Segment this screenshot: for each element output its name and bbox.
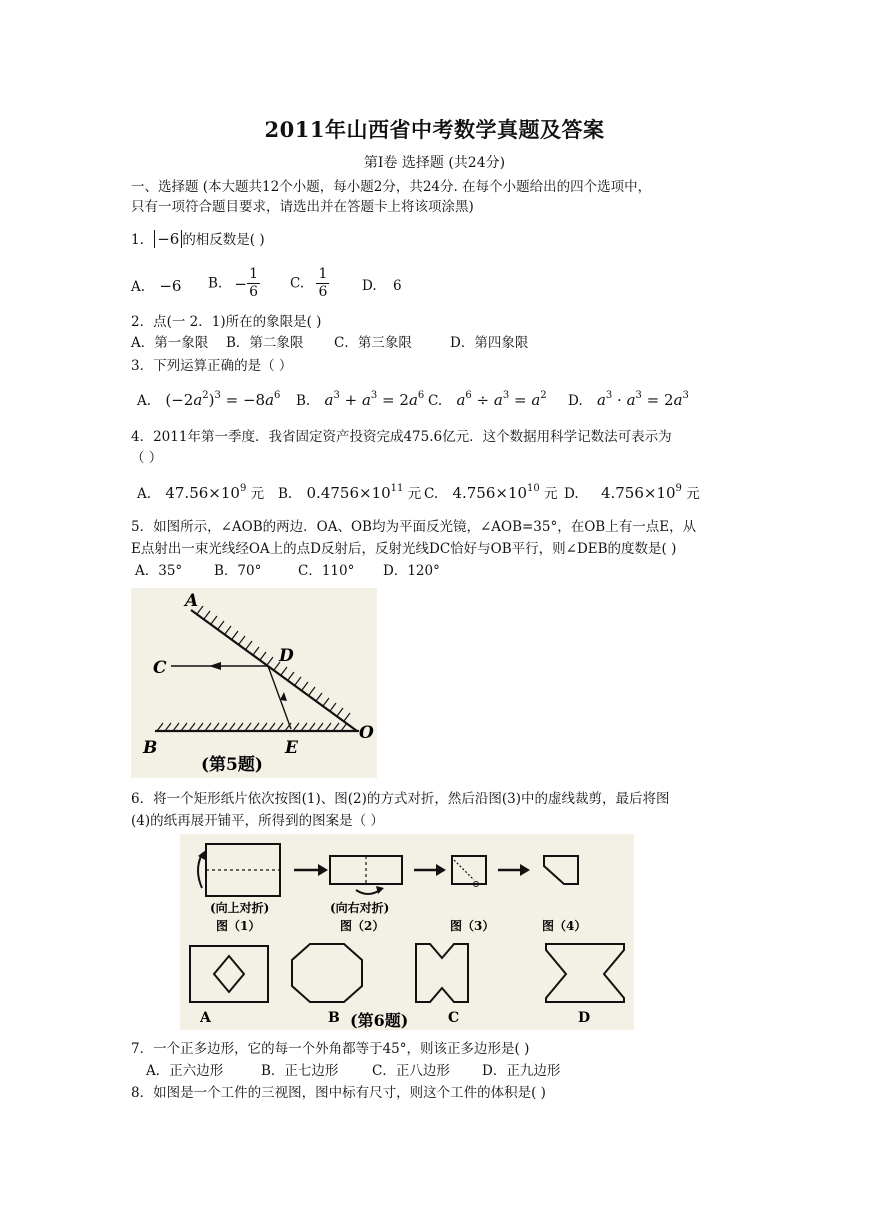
q6-folding-figure [180,834,634,1030]
q4-option-b-exponent: 11 [390,483,404,494]
question-5-line2: E点射出一束光线经OA上的点D反射后，反射光线DC恰好与OB平行，则∠DEB的度数是( ) [131,541,677,557]
q4-option-d-mantissa: 4.756×10 [600,484,676,502]
q4-option-c-exponent: 10 [527,483,540,494]
q4-option-c-label: C. [424,486,439,502]
fig2-label: 图（2） [340,919,385,933]
q3-option-a-label: A. [137,393,152,409]
q5-figure-background [131,588,377,778]
question-7: 7．一个正多边形，它的每一个外角都等于45°，则该正多边形是( ) [131,1041,530,1057]
q3-option-a: A. $(-2a^2)^3 = -8a^6$ [137,390,281,409]
q5-option-c: C．110° [298,563,355,579]
q1-option-a-label: A. [131,279,146,295]
question-5-line1: 5．如图所示，∠AOB的两边．OA、OB均为平面反光镜，∠AOB=35°，在OB上有一点E，从 [131,519,697,535]
q5-mirror-figure [131,588,377,778]
q4-option-c [424,484,558,503]
q1-option-b-numerator: 1 [249,266,259,282]
question-1-abs-value: −6 [154,230,182,248]
section-instructions-line2: 只有一项符合题目要求，请选出并在答题卡上将该项涂黑) [131,199,474,215]
q6-figure-caption: (第6题) [350,1011,409,1030]
q7-option-c: C．正八边形 [372,1063,450,1079]
question-6-line2: (4)的纸再展开铺平，所得到的图案是（ ） [131,813,384,829]
q4-option-d [564,484,700,503]
q4-option-d-label: D. [564,486,579,502]
q5-figure-caption: (第5题) [201,755,263,775]
q1-option-b [208,266,260,301]
q1-option-c-denominator: 6 [318,284,328,300]
section-instructions-line1: 一、选择题 (本大题共12个小题，每小题2分，共24分. 在每个小题给出的四个选项中， [131,179,652,195]
q1-option-c-label: C. [290,275,305,292]
page-title: 2011年山西省中考数学真题及答案 [264,117,605,142]
q1-option-d [362,277,402,295]
q1-option-a [131,277,181,296]
q5-option-d: D．120° [383,563,440,579]
q7-option-d: D．正九边形 [482,1063,561,1079]
fold-right-label: (向右对折) [330,901,390,915]
label-a: A [185,591,199,611]
q4-option-b-mantissa: 0.4756×10 [306,484,391,502]
q1-option-b-label: B. [208,275,223,292]
q3-option-d-label: D. [568,393,583,409]
q3-option-c-label: C. [428,393,443,409]
question-2: 2．点(一 2．1)所在的象限是( ) [131,314,322,330]
q6-label-d: D [578,1010,591,1026]
q6-label-a: A [200,1010,211,1026]
question-3: 3．下列运算正确的是（ ） [131,358,293,374]
question-1-text: 的相反数是( ) [182,232,265,248]
q4-option-d-exponent: 9 [675,483,682,494]
q3-option-b-label: B. [296,393,311,409]
q4-option-d-unit: 元 [686,486,700,502]
question-8: 8．如图是一个工件的三视图，图中标有尺寸，则这个工件的体积是( ) [131,1085,546,1101]
q4-option-a-mantissa: 47.56×10 [165,484,240,502]
question-6-line1: 6．将一个矩形纸片依次按图(1)、图(2)的方式对折，然后沿图(3)中的虚线裁剪，最后将图 [131,791,670,807]
question-4-line1: 4．2011年第一季度．我省固定资产投资完成475.6亿元．这个数据用科学记数法可表示为 [131,429,672,445]
q1-option-b-denominator: 6 [249,284,259,300]
q4-option-b-unit: 元 [407,486,422,502]
question-4-line2: （ ） [131,450,163,466]
label-d: D [279,646,294,666]
fig1-label: 图（1） [216,919,261,933]
q7-option-b: B．正七边形 [261,1063,339,1079]
label-c: C [153,658,167,678]
q4-option-b [278,484,421,503]
q3-option-b: B. $a^3 + a^3 = 2a^6$ [296,390,425,409]
fold-up-label: (向上对折) [210,901,270,915]
q4-option-a-label: A. [137,486,152,502]
q1-option-d-value: 6 [392,278,402,294]
q3-option-c: C. $a^6 \div a^3 = a^2$ [428,390,547,409]
q1-option-d-label: D. [362,278,377,294]
label-b: B [143,738,158,758]
q2-option-c: C．第三象限 [334,335,412,351]
q1-option-b-sign: − [234,274,248,293]
label-e: E [285,738,298,758]
q6-label-c: C [448,1010,460,1026]
question-1-number: 1. [131,232,144,248]
q4-option-c-unit: 元 [544,486,558,502]
q1-option-c [290,266,329,301]
question-1 [131,230,265,249]
q2-option-a: A．第一象限 [131,335,209,351]
q4-option-b-label: B. [278,486,293,502]
q1-option-c-numerator: 1 [318,266,328,282]
q4-option-a-exponent: 9 [239,483,247,494]
q5-option-b: B．70° [214,563,262,579]
q5-option-a: A．35° [135,563,183,579]
q4-option-c-mantissa: 4.756×10 [452,484,528,502]
q6-label-b: B [328,1010,340,1026]
q4-option-a [137,484,264,503]
q7-option-a: A．正六边形 [146,1063,224,1079]
q3-option-d: D. $a^3 \cdot a^3 = 2a^3$ [568,390,689,409]
q1-option-a-value: −6 [159,277,182,295]
q1-option-b-fraction [247,266,260,301]
q4-option-a-unit: 元 [250,486,265,502]
q2-option-d: D．第四象限 [450,335,529,351]
fig4-label: 图（4） [542,919,587,933]
q1-option-c-fraction [316,266,329,301]
fig3-label: 图（3） [450,919,495,933]
section-subtitle: 第Ⅰ卷 选择题 (共24分) [363,155,506,171]
q2-option-b: B．第二象限 [226,335,304,351]
label-o: O [359,723,374,743]
